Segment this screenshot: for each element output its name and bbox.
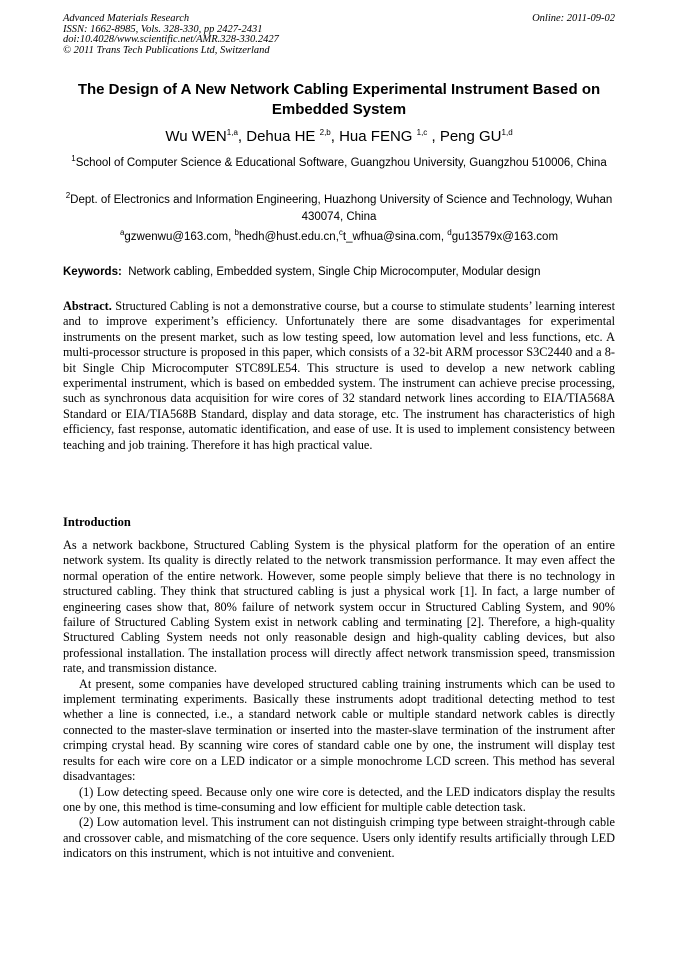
online-date: Online: 2011-09-02 xyxy=(532,13,615,24)
keywords xyxy=(63,264,615,281)
affiliation-mark: 2 xyxy=(65,191,71,201)
author-separator: , xyxy=(427,128,440,145)
journal-copyright: © 2011 Trans Tech Publications Ltd, Switzerland xyxy=(63,44,270,56)
journal-name: Advanced Materials Research xyxy=(63,13,190,24)
paper-title: The Design of A New Network Cabling Experimental Instrument Based on Embedded System xyxy=(77,81,601,118)
author-name: Dehua HE xyxy=(246,128,316,145)
author-separator: , xyxy=(330,128,340,145)
email-mark: b xyxy=(234,228,239,238)
email-address: gzwenwu@163.com, xyxy=(124,231,235,243)
email-list xyxy=(63,229,615,246)
author-affiliation-mark: 1,d xyxy=(501,128,513,137)
abstract-text: Structured Cabling is not a demonstrative course, but a course to stimulate students’ learning interest and to improve experiment’s efficiency. Unfortunately there are some disadvantages for experimental instruments on the present market, such as low testing speed, low automation level and less functions, etc. A multi-processor structure is proposed in this paper, which consists of a 32-bit ARM processor S3C2440 and a 8-bit Single Chip Microcomputer STC89LE54. This structure is used to develop a new network cabling experimental instrument, which is based on embedded system. The instrument can achieve precise processing, such as synchronous data acquisition for wire cores of 32 standard network lines according to EIA/TIA568A Standard or EIA/TIA568B Standard, display and data storage, etc. The instrument has characteristics of high efficiency, fast response, automatic identification, and ease of use. It is used to implement consistency between teaching and job training. Therefore it has high practical value. xyxy=(63,299,615,452)
paragraph: (1) Low detecting speed. Because only one wire core is detected, and the LED indicators display the results one by one, this method is time-consuming and low efficient for multiple cable detection task. xyxy=(63,784,615,814)
affiliation-text: Dept. of Electronics and Information Engineering, Huazhong University of Science and Technology, Wuhan 430074, China xyxy=(70,194,613,223)
paragraph: At present, some companies have developed structured cabling training instruments which can be used to implement terminating experiments. Basically these instruments adopt traditional detecting method to test whether a line is connected, i.e., a standard network cable or multiple standard network cables is directly connected to the master-slave termination or inserted into the master-slave termination of the instrument after crimping crystal head. By scanning wire cores of standard cable one by one, the instrument will display test results for each wire core on a LED indicator or a simple monochrome LCD screen. This method has several disadvantages: xyxy=(63,676,615,784)
affiliation-2 xyxy=(63,192,615,226)
email-address: t_wfhua@sina.com, xyxy=(342,231,448,243)
affiliation-mark: 1 xyxy=(71,154,76,164)
paragraph: As a network backbone, Structured Cabling System is the physical platform for the operation of an entire network system. Its quality is directly related to the network transmission performance. It may even affect the normal operation of the entire network. However, some people simply believe that there is no technology in structured cabling. They think that structured cabling is just a physical work [1]. In fact, a large number of engineering cases show that, 80% failure of network system occur in Structured Cabling System, and 90% failure of Structured Cabling System exist in network cabling and terminating [2]. Therefore, a high-quality Structured Cabling System needs not only reasonable design and high-quality cabling devices, but also professional installation. The installation process will directly affect network transmission speed, transmission rate, and transmission distance. xyxy=(63,538,615,676)
author-affiliation-mark: 1,a xyxy=(226,128,238,137)
affiliation-text: School of Computer Science & Educational Software, Guangzhou University, Guangzhou 510006, China xyxy=(75,157,607,169)
abstract xyxy=(63,299,615,453)
keywords-label: Keywords: xyxy=(63,266,122,278)
abstract-label: Abstract. xyxy=(63,299,112,313)
journal-issn: ISSN: 1662-8985, Vols. 328-330, pp 2427-2431 xyxy=(63,23,263,35)
email-address: gu13579x@163.com xyxy=(451,231,559,243)
author-affiliation-mark: 1,c xyxy=(416,128,428,137)
section-heading-introduction: Introduction xyxy=(63,515,131,529)
author-name: Wu WEN xyxy=(165,128,227,145)
email-mark: d xyxy=(447,228,452,238)
author-name: Hua FENG xyxy=(339,128,413,145)
author-separator: , xyxy=(237,128,247,145)
author-affiliation-mark: 2,b xyxy=(319,128,331,137)
journal-header xyxy=(63,14,615,56)
affiliation-1 xyxy=(63,155,615,172)
email-mark: a xyxy=(119,228,125,238)
introduction-body xyxy=(63,538,615,862)
paragraph: (2) Low automation level. This instrument can not distinguish crimping type between straight-through cable and crossover cable, and mismatching of the core sequence. Users only identify results artificially through LED indicators on this instrument, which is not intuitive and convenient. xyxy=(63,815,615,861)
author-name: Peng GU xyxy=(439,128,502,145)
author-list xyxy=(63,127,615,147)
keywords-text: Network cabling, Embedded system, Single Chip Microcomputer, Modular design xyxy=(128,266,541,278)
email-mark: c xyxy=(338,228,343,238)
journal-doi: doi:10.4028/www.scientific.net/AMR.328-330.2427 xyxy=(63,34,279,46)
email-address: hedh@hust.edu.cn, xyxy=(238,231,339,243)
